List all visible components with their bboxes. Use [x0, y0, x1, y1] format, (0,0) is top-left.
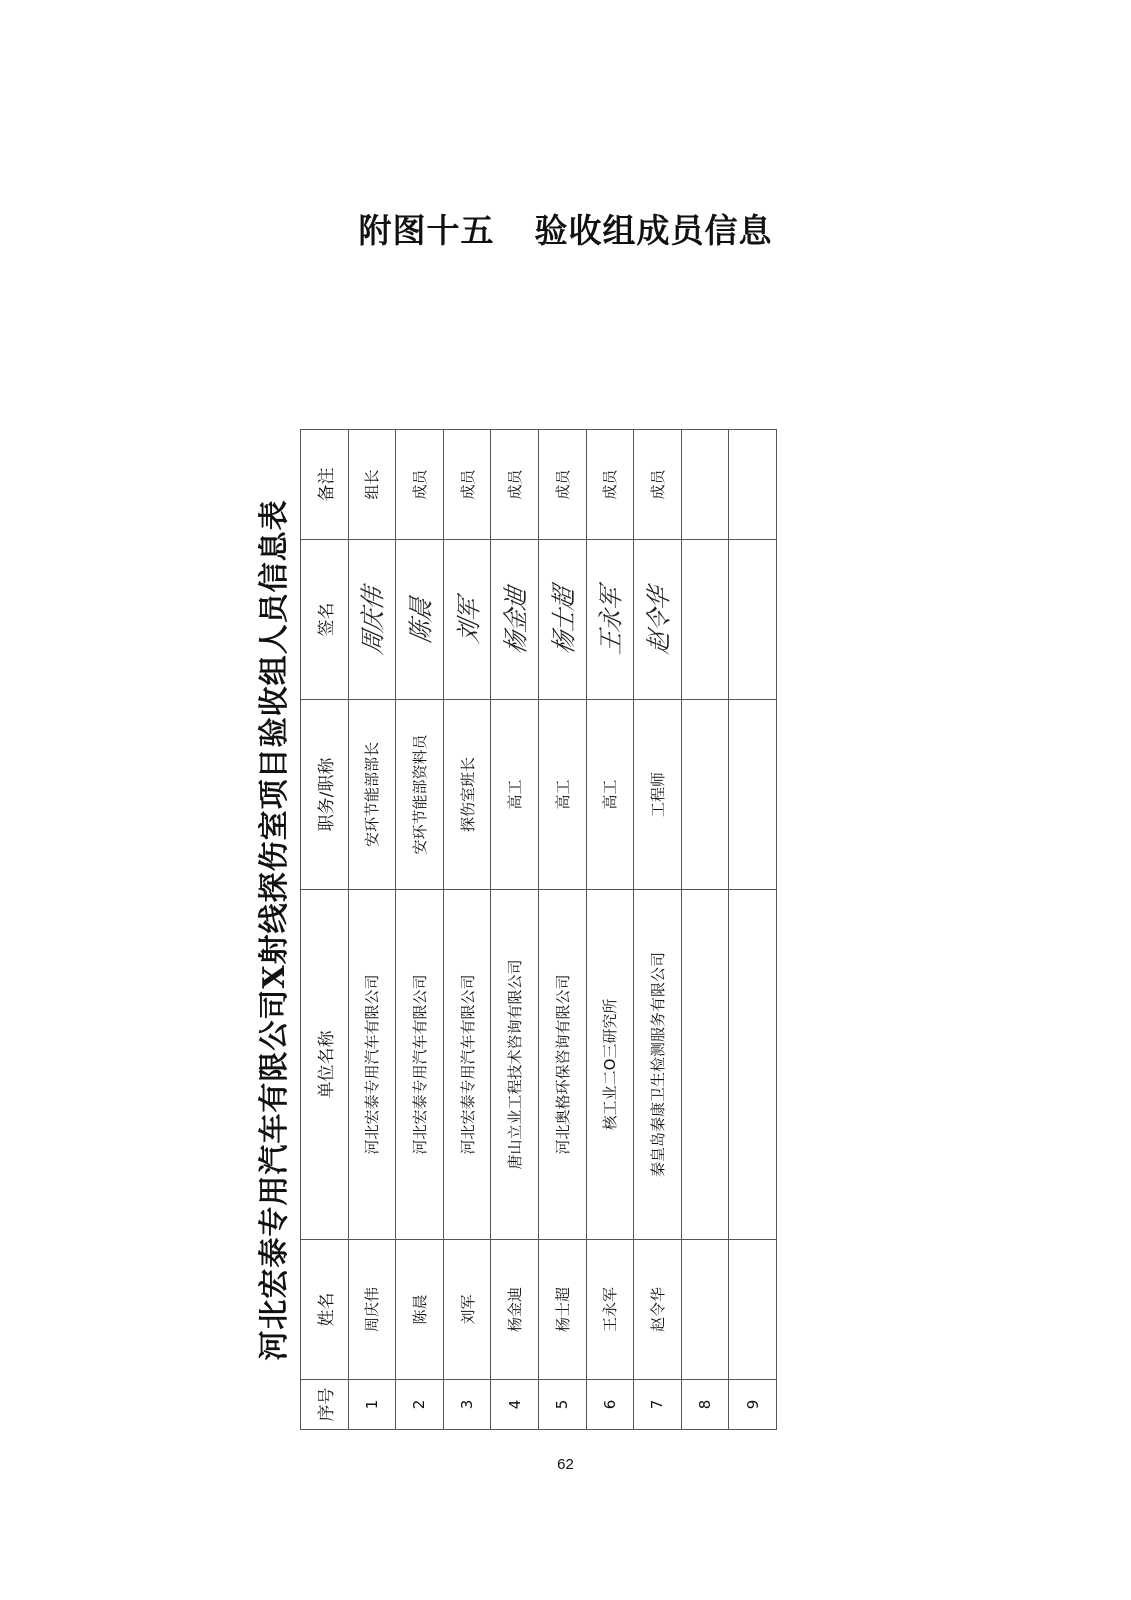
- handwritten-signature: 杨金迪: [502, 583, 532, 657]
- cell-title: 安环节能部资料员: [396, 700, 444, 890]
- cell-seq: 2: [396, 1380, 444, 1430]
- cell-note: 成员: [634, 430, 682, 540]
- handwritten-signature: 陈晨: [407, 594, 437, 646]
- cell-title: 安环节能部部长: [348, 700, 396, 890]
- rotated-sheet: [250, 430, 762, 1430]
- table-row: [634, 430, 682, 1430]
- cell-unit: 河北宏泰专用汽车有限公司: [348, 890, 396, 1240]
- handwritten-signature: 周庆伟: [359, 583, 389, 657]
- cell-title: 高工: [586, 700, 634, 890]
- cell-note: 成员: [491, 430, 539, 540]
- cell-title: 高工: [491, 700, 539, 890]
- cell-unit: [729, 890, 777, 1240]
- table-row: [491, 430, 539, 1430]
- cell-unit: [681, 890, 729, 1240]
- cell-name: 王永军: [586, 1240, 634, 1380]
- cell-signature: [396, 540, 444, 700]
- cell-signature: [681, 540, 729, 700]
- cell-name: 杨金迪: [491, 1240, 539, 1380]
- cell-name: 周庆伟: [348, 1240, 396, 1380]
- members-table: [300, 429, 777, 1430]
- cell-seq: 8: [681, 1380, 729, 1430]
- page-title: [0, 205, 1131, 252]
- cell-signature: [348, 540, 396, 700]
- cell-signature: [443, 540, 491, 700]
- cell-seq: 5: [538, 1380, 586, 1430]
- cell-title: 工程师: [634, 700, 682, 890]
- cell-signature: [634, 540, 682, 700]
- header-signature: 签名: [301, 540, 349, 700]
- cell-unit: 唐山立业工程技术咨询有限公司: [491, 890, 539, 1240]
- cell-note: 成员: [586, 430, 634, 540]
- cell-note: [729, 430, 777, 540]
- table-row: [586, 430, 634, 1430]
- cell-seq: 1: [348, 1380, 396, 1430]
- table-row: [396, 430, 444, 1430]
- cell-unit: 秦皇岛秦康卫生检测服务有限公司: [634, 890, 682, 1240]
- cell-seq: 6: [586, 1380, 634, 1430]
- cell-note: [681, 430, 729, 540]
- cell-note: 成员: [538, 430, 586, 540]
- cell-note: 成员: [443, 430, 491, 540]
- header-note: 备注: [301, 430, 349, 540]
- table-row: [538, 430, 586, 1430]
- cell-note: 组长: [348, 430, 396, 540]
- table-row: [729, 430, 777, 1430]
- cell-seq: 7: [634, 1380, 682, 1430]
- cell-signature: [491, 540, 539, 700]
- table-row: [681, 430, 729, 1430]
- page-title-right: 验收组成员信息: [534, 211, 773, 250]
- cell-unit: 河北宏泰专用汽车有限公司: [396, 890, 444, 1240]
- table-title: 河北宏泰专用汽车有限公司X射线探伤室项目验收组人员信息表: [257, 499, 292, 1361]
- header-name: 姓名: [301, 1240, 349, 1380]
- cell-title: 探伤室班长: [443, 700, 491, 890]
- table-row: [443, 430, 491, 1430]
- cell-name: 陈晨: [396, 1240, 444, 1380]
- cell-name: [729, 1240, 777, 1380]
- header-seq: 序号: [301, 1380, 349, 1430]
- cell-unit: 河北宏泰专用汽车有限公司: [443, 890, 491, 1240]
- cell-signature: [586, 540, 634, 700]
- cell-name: 赵令华: [634, 1240, 682, 1380]
- cell-title: [681, 700, 729, 890]
- cell-name: 刘军: [443, 1240, 491, 1380]
- cell-name: [681, 1240, 729, 1380]
- cell-seq: 9: [729, 1380, 777, 1430]
- cell-unit: 核工业二O三研究所: [586, 890, 634, 1240]
- cell-note: 成员: [396, 430, 444, 540]
- table-row: [348, 430, 396, 1430]
- cell-title: [729, 700, 777, 890]
- cell-unit: 河北奥格环保咨询有限公司: [538, 890, 586, 1240]
- handwritten-signature: 杨士超: [550, 583, 579, 657]
- cell-seq: 3: [443, 1380, 491, 1430]
- page-title-left: 附图十五: [358, 211, 495, 250]
- cell-signature: [729, 540, 777, 700]
- header-unit: 单位名称: [301, 890, 349, 1240]
- handwritten-signature: 王永军: [597, 583, 627, 657]
- header-title: 职务/职称: [301, 700, 349, 890]
- handwritten-signature: 刘军: [455, 594, 484, 646]
- table-body: [348, 430, 776, 1430]
- cell-seq: 4: [491, 1380, 539, 1430]
- cell-signature: [538, 540, 586, 700]
- handwritten-signature: 赵令华: [645, 583, 675, 657]
- cell-title: 高工: [538, 700, 586, 890]
- cell-name: 杨士超: [538, 1240, 586, 1380]
- page-number: 62: [557, 1456, 574, 1473]
- table-header-row: [301, 430, 349, 1430]
